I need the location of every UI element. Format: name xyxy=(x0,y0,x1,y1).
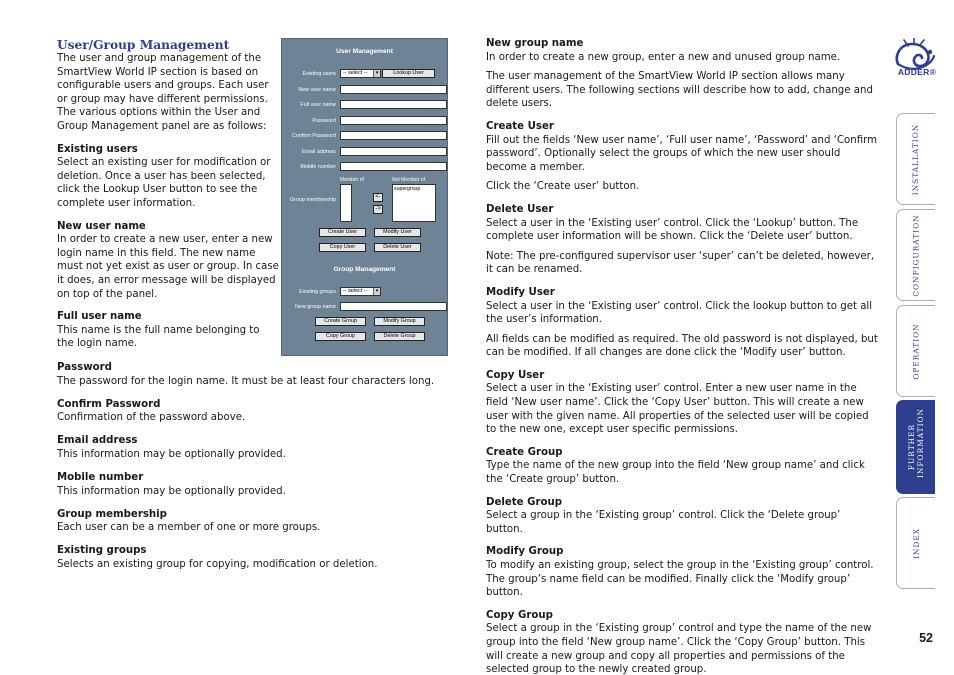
existing-groups-label: Existing groups xyxy=(299,289,336,295)
tab-configuration[interactable] xyxy=(896,209,935,301)
confirm-password-field[interactable] xyxy=(340,131,447,140)
heading-create-group: Create Group xyxy=(486,446,563,458)
section-title: User/Group Management xyxy=(57,38,230,52)
modify-group-button[interactable]: Modify Group xyxy=(374,317,425,326)
panel-existing-users-label: Existing users xyxy=(302,71,336,77)
logo-text: ADDER® xyxy=(897,67,937,77)
text-modify-group: To modify an existing group, select the group in the ‘Existing group’ control. The group’s name field can be modified. Finally click the ‘Modify group’ button. xyxy=(486,560,874,599)
heading-confirm-password: Confirm Password xyxy=(57,398,161,410)
copy-group-button[interactable]: Copy Group xyxy=(315,332,366,341)
tab-operation[interactable] xyxy=(896,305,935,397)
text-copy-group: Select a group in the ‘Existing group’ control and type the name of the new group into the field ‘New group name’. Click the ‘Copy Group’ button. This will create a new group and copy all properties and permissions of the selected group to the newly created group. xyxy=(486,623,872,675)
existing-groups-select[interactable] xyxy=(340,287,381,296)
delete-user-button[interactable]: Delete User xyxy=(374,243,421,252)
text-full-user-name: This name is the full name belonging to the login name. xyxy=(57,324,260,350)
copy-user-button[interactable]: Copy User xyxy=(319,243,366,252)
email-address-field[interactable] xyxy=(340,147,447,156)
text-email-address: This information may be optionally provided. xyxy=(57,448,286,460)
not-member-of-list[interactable] xyxy=(392,184,436,222)
heading-new-group-name: New group name xyxy=(486,38,584,49)
panel-field-label: New user name xyxy=(298,87,336,93)
text-new-user-name: In order to create a new user, enter a new login name in this field. The new name must not yet exist as user or group. In case it does, an error message will be displayed on top of the panel. xyxy=(57,234,279,300)
text-delete-group: Select a group in the ‘Existing group’ control. Click the ‘Delete group’ button. xyxy=(486,510,841,535)
tab-index[interactable] xyxy=(896,497,935,589)
mobile-number-field[interactable] xyxy=(340,162,447,171)
new-group-name-field[interactable] xyxy=(340,302,447,311)
modify-user-button[interactable]: Modify User xyxy=(374,228,421,237)
heading-copy-user: Copy User xyxy=(486,369,545,381)
heading-modify-user: Modify User xyxy=(486,286,555,298)
password-field[interactable] xyxy=(340,116,447,125)
text-create-user: Fill out the fields ‘New user name’, ‘Full user name’, ‘Password’ and ‘Confirm password’. Optionally select the groups of which the new user should become a member. xyxy=(486,134,878,173)
text-modify-user-fields: All fields can be modified as required. The old password is not displayed, but can be modified. If all changes are done click the ‘Modify user’ button. xyxy=(486,333,878,359)
panel-field-label: Confirm Password xyxy=(291,133,336,139)
heading-existing-users: Existing users xyxy=(57,143,138,155)
heading-password: Password xyxy=(57,362,112,373)
heading-modify-group: Modify Group xyxy=(486,546,564,558)
move-right-button[interactable]: -> xyxy=(373,205,383,214)
member-of-label: Member of xyxy=(340,177,364,183)
text-copy-user: Select a user in the ‘Existing user’ control. Enter a new user name in the field ‘New user name’. Click the ‘Copy User’ button. This will create a new user with the given name. All properties of the selected user will be copied to the new one, except user specific permissions. xyxy=(486,383,869,436)
tab-label: INSTALLATION xyxy=(911,123,921,195)
heading-group-membership: Group membership xyxy=(57,508,167,520)
text-existing-users: Select an existing user for modification or deletion. Once a user has been selected, click the Lookup User button to see the complete user information. xyxy=(57,157,271,209)
heading-new-user-name: New user name xyxy=(57,220,146,232)
intro-paragraph: The user and group management of the SmartView World IP section is based on configurable users and groups. Each user or group may have different permissions. The various options within the User and Group Management panel are as follows: xyxy=(57,53,269,132)
heading-full-user-name: Full user name xyxy=(57,311,142,323)
new-group-name-label: New group name xyxy=(294,304,336,310)
text-existing-groups: Selects an existing group for copying, modification or deletion. xyxy=(57,559,378,571)
panel-field-label: Password xyxy=(312,118,336,124)
heading-create-user: Create User xyxy=(486,120,554,132)
tab-installation[interactable] xyxy=(896,113,935,205)
tab-label: FURTHER INFORMATION xyxy=(907,407,925,478)
heading-mobile-number: Mobile number xyxy=(57,472,144,484)
text-user-management-intro: The user management of the SmartView World IP section allows many different users. The following sections will describe how to add, change and delete users. xyxy=(486,71,873,110)
text-delete-user-note: Note: The pre-configured supervisor user ‘super’ can’t be deleted, however, it can be renamed. xyxy=(486,250,875,276)
text-delete-user: Select a user in the ‘Existing user’ control. Click the ‘Lookup’ button. The complete user information will be shown. Click the ‘Delete user’ button. xyxy=(486,217,859,243)
heading-delete-group: Delete Group xyxy=(486,496,563,508)
user-group-management-panel xyxy=(281,38,448,356)
dropdown-arrow-icon: ▾ xyxy=(373,288,380,295)
tab-label: OPERATION xyxy=(911,322,921,380)
left-wide-column xyxy=(57,361,437,572)
text-mobile-number: This information may be optionally provided. xyxy=(57,485,286,497)
left-column xyxy=(57,38,279,351)
create-user-button[interactable]: Create User xyxy=(319,228,366,237)
move-left-button[interactable]: <- xyxy=(373,193,383,202)
heading-delete-user: Delete User xyxy=(486,203,554,215)
right-column xyxy=(486,37,880,675)
panel-field-label: Email address xyxy=(301,149,336,155)
text-password: The password for the login name. It must be at least four characters long. xyxy=(57,375,435,387)
panel-field-label: Mobile number xyxy=(300,164,336,170)
tab-label: CONFIGURATION xyxy=(911,213,921,297)
panel-existing-users-select[interactable] xyxy=(340,69,381,78)
lookup-user-button[interactable]: Lookup User xyxy=(382,69,435,78)
heading-existing-groups: Existing groups xyxy=(57,545,147,557)
not-member-of-label: Not Member of xyxy=(392,177,426,183)
panel-group-select-value: -- select -- xyxy=(343,288,368,294)
panel-field-label: Full user name xyxy=(300,102,336,108)
delete-group-button[interactable]: Delete Group xyxy=(374,332,425,341)
list-item[interactable]: supergroup xyxy=(394,186,421,192)
heading-email-address: Email address xyxy=(57,435,138,447)
full-user-name-field[interactable] xyxy=(340,100,447,109)
text-create-user-click: Click the ‘Create user’ button. xyxy=(486,181,640,193)
tab-further-information[interactable] xyxy=(896,400,935,494)
group-membership-label: Group membership xyxy=(289,197,336,203)
panel-group-title: Group Management xyxy=(333,266,396,273)
member-of-list[interactable] xyxy=(340,184,352,222)
text-new-group-name: In order to create a new group, enter a new and unused group name. xyxy=(486,51,841,63)
create-group-button[interactable]: Create Group xyxy=(315,317,366,326)
tab-label: INDEX xyxy=(911,527,921,559)
page-number: 52 xyxy=(919,631,933,645)
text-group-membership: Each user can be a member of one or more groups. xyxy=(57,522,321,534)
text-create-group: Type the name of the new group into the field ‘New group name’ and click the ‘Create group’ button. xyxy=(486,460,865,486)
text-confirm-password: Confirmation of the password above. xyxy=(57,412,246,424)
dropdown-arrow-icon: ▾ xyxy=(373,70,380,77)
new-user-name-field[interactable] xyxy=(340,85,447,94)
heading-copy-group: Copy Group xyxy=(486,609,553,621)
panel-user-title: User Management xyxy=(336,48,393,55)
panel-select-value: -- select -- xyxy=(343,70,368,76)
text-modify-user: Select a user in the ‘Existing user’ control. Click the lookup button to get all the user’s information. xyxy=(486,300,873,326)
